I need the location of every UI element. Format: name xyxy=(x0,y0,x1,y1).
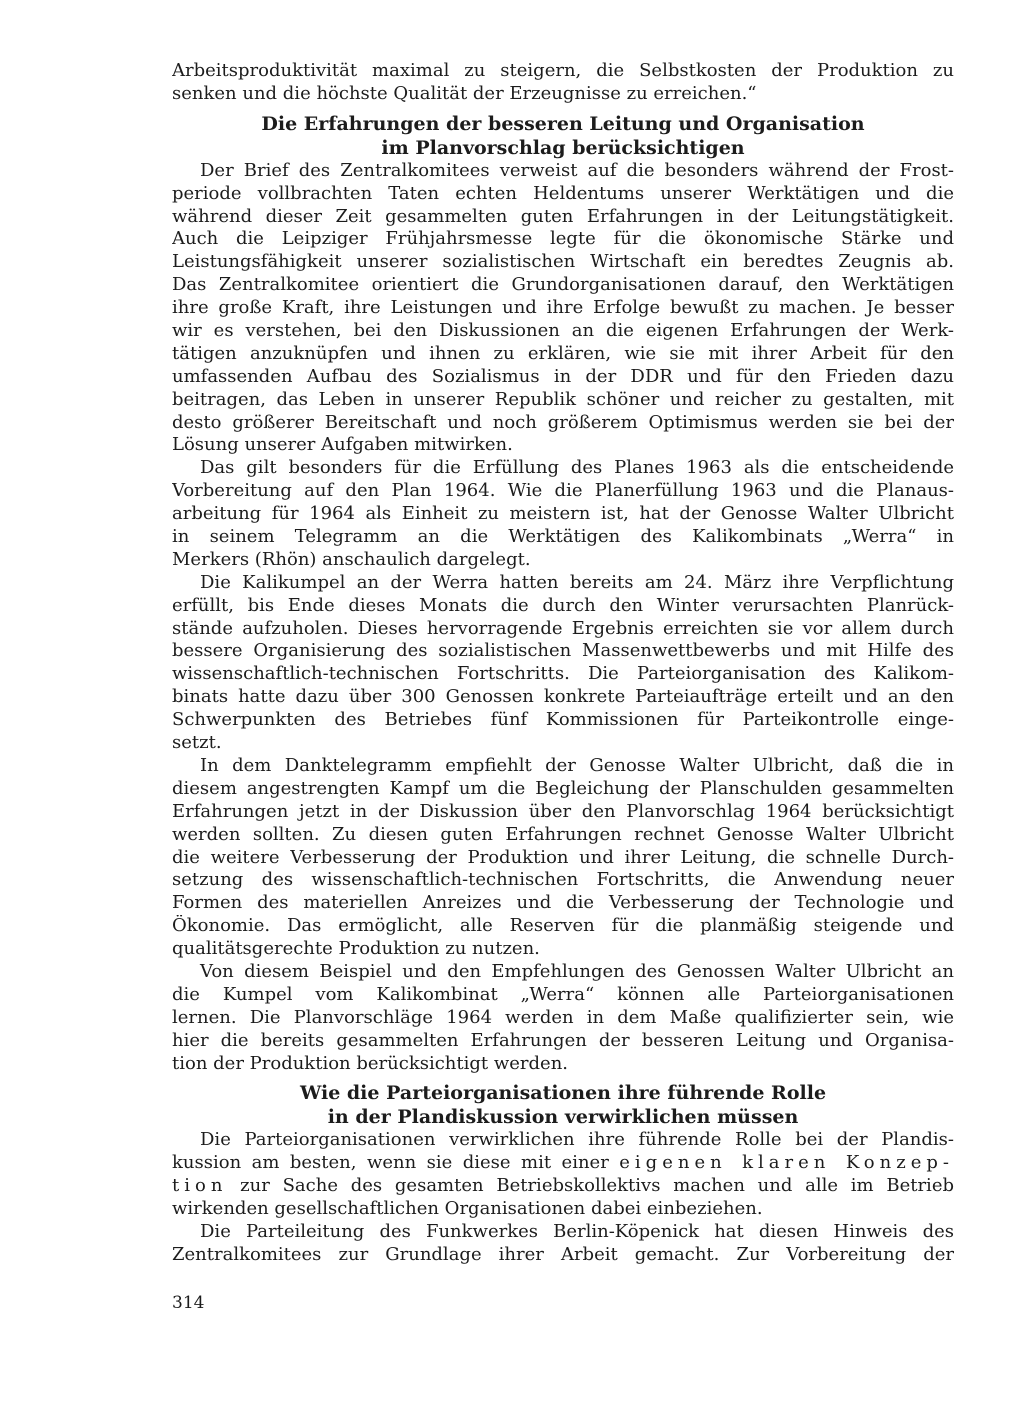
text-line: binats hatte dazu über 300 Genossen konkrete Parteiaufträge erteilt und an den xyxy=(172,686,954,708)
heading-line: im Planvorschlag berücksichtigen xyxy=(381,136,745,159)
text-line: periode vollbrachten Taten echten Heldentums unserer Werktätigen und die xyxy=(172,182,954,204)
text-line: Formen des materiellen Anreizes und die Verbesserung der Technologie und xyxy=(172,892,954,914)
text-line: umfassenden Aufbau des Sozialismus in der DDR und für den Frieden dazu xyxy=(172,365,954,387)
text-line: Das Zentralkomitee orientiert die Grundorganisationen darauf, den Werktätigen xyxy=(172,274,954,296)
section-heading-1 xyxy=(172,112,954,160)
paragraph-5 xyxy=(172,961,954,1075)
text-line: Lösung unserer Aufgaben mitwirken. xyxy=(172,434,513,456)
text-line: Die Parteileitung des Funkwerkes Berlin-Köpenick hat diesen Hinweis des xyxy=(200,1220,954,1242)
text-line: stände aufzuholen. Dieses hervorragende Ergebnis erreichten sie vor allem durch xyxy=(172,617,954,639)
emphasized-text: eigenen klaren Konzep- xyxy=(619,1152,954,1174)
text-line: Erfahrungen jetzt in der Diskussion über den Planvorschlag 1964 berücksichtigt xyxy=(172,800,954,822)
text-run: zur Sache des gesamten Betriebskollektivs machen und alle im Betrieb xyxy=(227,1175,954,1197)
text-line: wirkenden gesellschaftlichen Organisationen dabei einbeziehen. xyxy=(172,1198,763,1220)
page-content xyxy=(172,60,954,1267)
text-line: tätigen anzuknüpfen und ihnen zu erklären, wie sie mit ihrer Arbeit für den xyxy=(172,342,954,364)
paragraph-4 xyxy=(172,755,954,961)
text-line: setzung des wissenschaftlich-technischen Fortschritts, die Anwendung neuer xyxy=(172,869,954,891)
paragraph-6 xyxy=(172,1129,954,1221)
emphasized-text: tion xyxy=(172,1175,228,1197)
heading-line: in der Plandiskussion verwirklichen müssen xyxy=(327,1106,799,1129)
text-line: desto größerer Bereitschaft und noch größerem Optimismus werden sie bei der xyxy=(172,411,954,433)
paragraph-2 xyxy=(172,457,954,571)
text-line: die Kumpel vom Kalikombinat „Werra“ können alle Parteiorganisationen xyxy=(172,983,954,1005)
text-line: Von diesem Beispiel und den Empfehlungen des Genossen Walter Ulbricht an xyxy=(200,960,954,982)
text-line: Merkers (Rhön) anschaulich dargelegt. xyxy=(172,548,531,570)
paragraph-7 xyxy=(172,1221,954,1267)
text-line: Ökonomie. Das ermöglicht, alle Reserven für die planmäßig steigende und xyxy=(172,915,954,937)
text-line: senken und die höchste Qualität der Erzeugnisse zu erreichen.“ xyxy=(172,82,757,104)
text-line: erfüllt, bis Ende dieses Monats die durch den Winter verursachten Planrück- xyxy=(172,594,954,616)
text-line: Arbeitsproduktivität maximal zu steigern, die Selbstkosten der Produktion zu xyxy=(172,60,954,81)
text-line: setzt. xyxy=(172,732,222,754)
text-line: arbeitung für 1964 als Einheit zu meistern ist, hat der Genosse Walter Ulbricht xyxy=(172,503,954,525)
paragraph-continuation xyxy=(172,60,954,106)
text-line: in seinem Telegramm an die Werktätigen des Kalikombinats „Werra“ in xyxy=(172,526,954,548)
text-line: Zentralkomitees zur Grundlage ihrer Arbeit gemacht. Zur Vorbereitung der xyxy=(172,1243,954,1265)
paragraph-1 xyxy=(172,160,954,458)
text-line: hier die bereits gesammelten Erfahrungen der besseren Leitung und Organisa- xyxy=(172,1029,954,1051)
text-line: bessere Organisierung des sozialistischen Massenwettbewerbs und mit Hilfe des xyxy=(172,640,954,662)
text-line: werden sollten. Zu diesen guten Erfahrungen rechnet Genosse Walter Ulbricht xyxy=(172,823,954,845)
text-line: die weitere Verbesserung der Produktion und ihrer Leitung, die schnelle Durch- xyxy=(172,846,954,868)
text-line: Auch die Leipziger Frühjahrsmesse legte für die ökonomische Stärke und xyxy=(172,228,954,250)
text-line: wir es verstehen, bei den Diskussionen an die eigenen Erfahrungen der Werk- xyxy=(172,320,954,342)
text-line: Die Parteiorganisationen verwirklichen ihre führende Rolle bei der Plandis- xyxy=(200,1129,954,1151)
paragraph-3 xyxy=(172,572,954,755)
text-line: qualitätsgerechte Produktion zu nutzen. xyxy=(172,938,540,960)
text-line xyxy=(172,1175,954,1198)
text-line: Schwerpunkten des Betriebes fünf Kommissionen für Parteikontrolle einge- xyxy=(172,709,954,731)
heading-line: Die Erfahrungen der besseren Leitung und Organisation xyxy=(261,112,865,135)
page-number: 314 xyxy=(172,1293,205,1313)
text-run: kussion am besten, wenn sie diese mit einer xyxy=(172,1152,620,1174)
text-line: Der Brief des Zentralkomitees verweist auf die besonders während der Frost- xyxy=(200,159,954,181)
heading-line: Wie die Parteiorganisationen ihre führende Rolle xyxy=(299,1082,827,1105)
text-line: tion der Produktion berücksichtigt werden. xyxy=(172,1052,569,1074)
text-line: Leistungsfähigkeit unserer sozialistischen Wirtschaft ein beredtes Zeugnis ab. xyxy=(172,251,954,273)
text-line: wissenschaftlich-technischen Fortschritts. Die Parteiorganisation des Kalikom- xyxy=(172,663,954,685)
section-heading-2 xyxy=(172,1081,954,1129)
text-line xyxy=(172,1152,954,1175)
text-line: lernen. Die Planvorschläge 1964 werden in dem Maße qualifizierter sein, wie xyxy=(172,1006,954,1028)
text-line: beitragen, das Leben in unserer Republik schöner und reicher zu gestalten, mit xyxy=(172,388,954,410)
text-line: Vorbereitung auf den Plan 1964. Wie die Planerfüllung 1963 und die Planaus- xyxy=(172,480,954,502)
text-line: diesem angestrengten Kampf um die Begleichung der Planschulden gesammelten xyxy=(172,777,954,799)
text-line: Die Kalikumpel an der Werra hatten bereits am 24. März ihre Verpflichtung xyxy=(200,571,954,593)
text-line: Das gilt besonders für die Erfüllung des Planes 1963 als die entscheidende xyxy=(200,457,954,479)
text-line: In dem Danktelegramm empfiehlt der Genosse Walter Ulbricht, daß die in xyxy=(200,754,954,776)
text-line: während dieser Zeit gesammelten guten Erfahrungen in der Leitungstätigkeit. xyxy=(172,205,954,227)
text-line: ihre große Kraft, ihre Leistungen und ihre Erfolge bewußt zu machen. Je besser xyxy=(172,297,954,319)
